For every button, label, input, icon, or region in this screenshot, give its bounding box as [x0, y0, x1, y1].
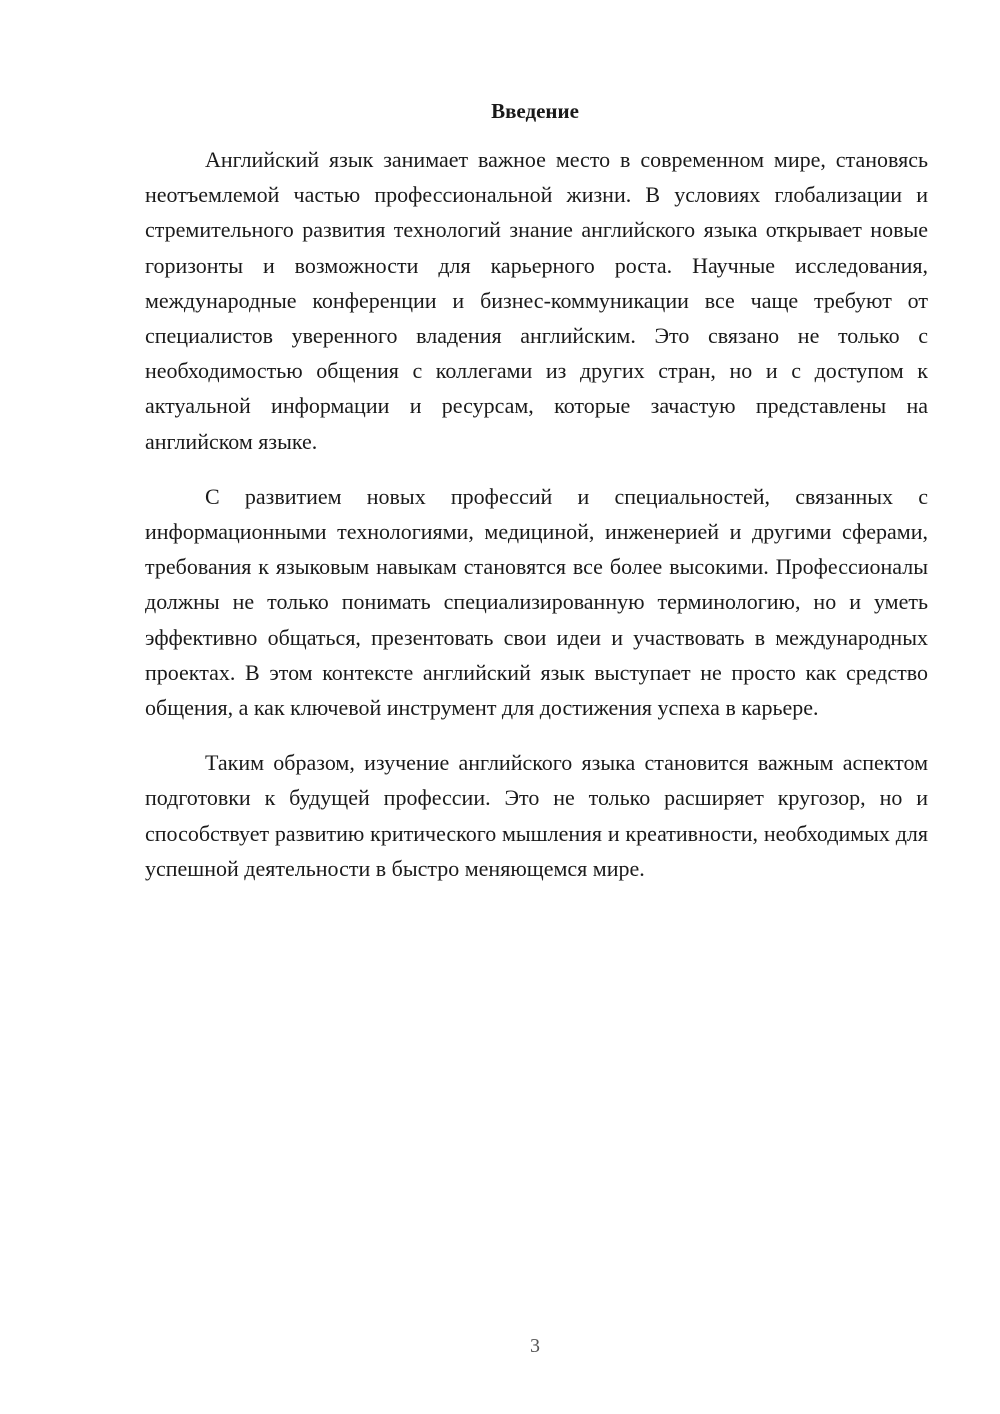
page-number: 3: [530, 1335, 540, 1357]
paragraph-1: Английский язык занимает важное место в современном мире, становясь неотъемлемой частью профессиональной жизни. В условиях глобализации и стремительного развития технологий знание английского языка открывает новые горизонты и возможности для карьерного роста. Научные исследования, международные конференции и бизнес-коммуникации все чаще требуют от специалистов уверенного владения английским. Это связано не только с необходимостью общения с коллегами из других стран, но и с доступом к актуальной информации и ресурсам, которые зачастую представлены на английском языке.: [145, 147, 928, 454]
paragraph-2: С развитием новых профессий и специальностей, связанных с информационными технологиями, медициной, инженерией и другими сферами, требования к языковым навыкам становятся все более высокими. Профессионалы должны не только понимать специализированную терминологию, но и уметь эффективно общаться, презентовать свои идеи и участвовать в международных проектах. В этом контексте английский язык выступает не просто как средство общения, а как ключевой инструмент для достижения успеха в карьере.: [145, 483, 928, 721]
paragraph-3: Таким образом, изучение английского языка становится важным аспектом подготовки к будущей профессии. Это не только расширяет кругозор, но и способствует развитию критического мышления и креативности, необходимых для успешной деятельности в быстро меняющемся мире.: [145, 750, 928, 881]
body-text: [145, 142, 928, 886]
section-heading: Введение: [491, 99, 579, 123]
